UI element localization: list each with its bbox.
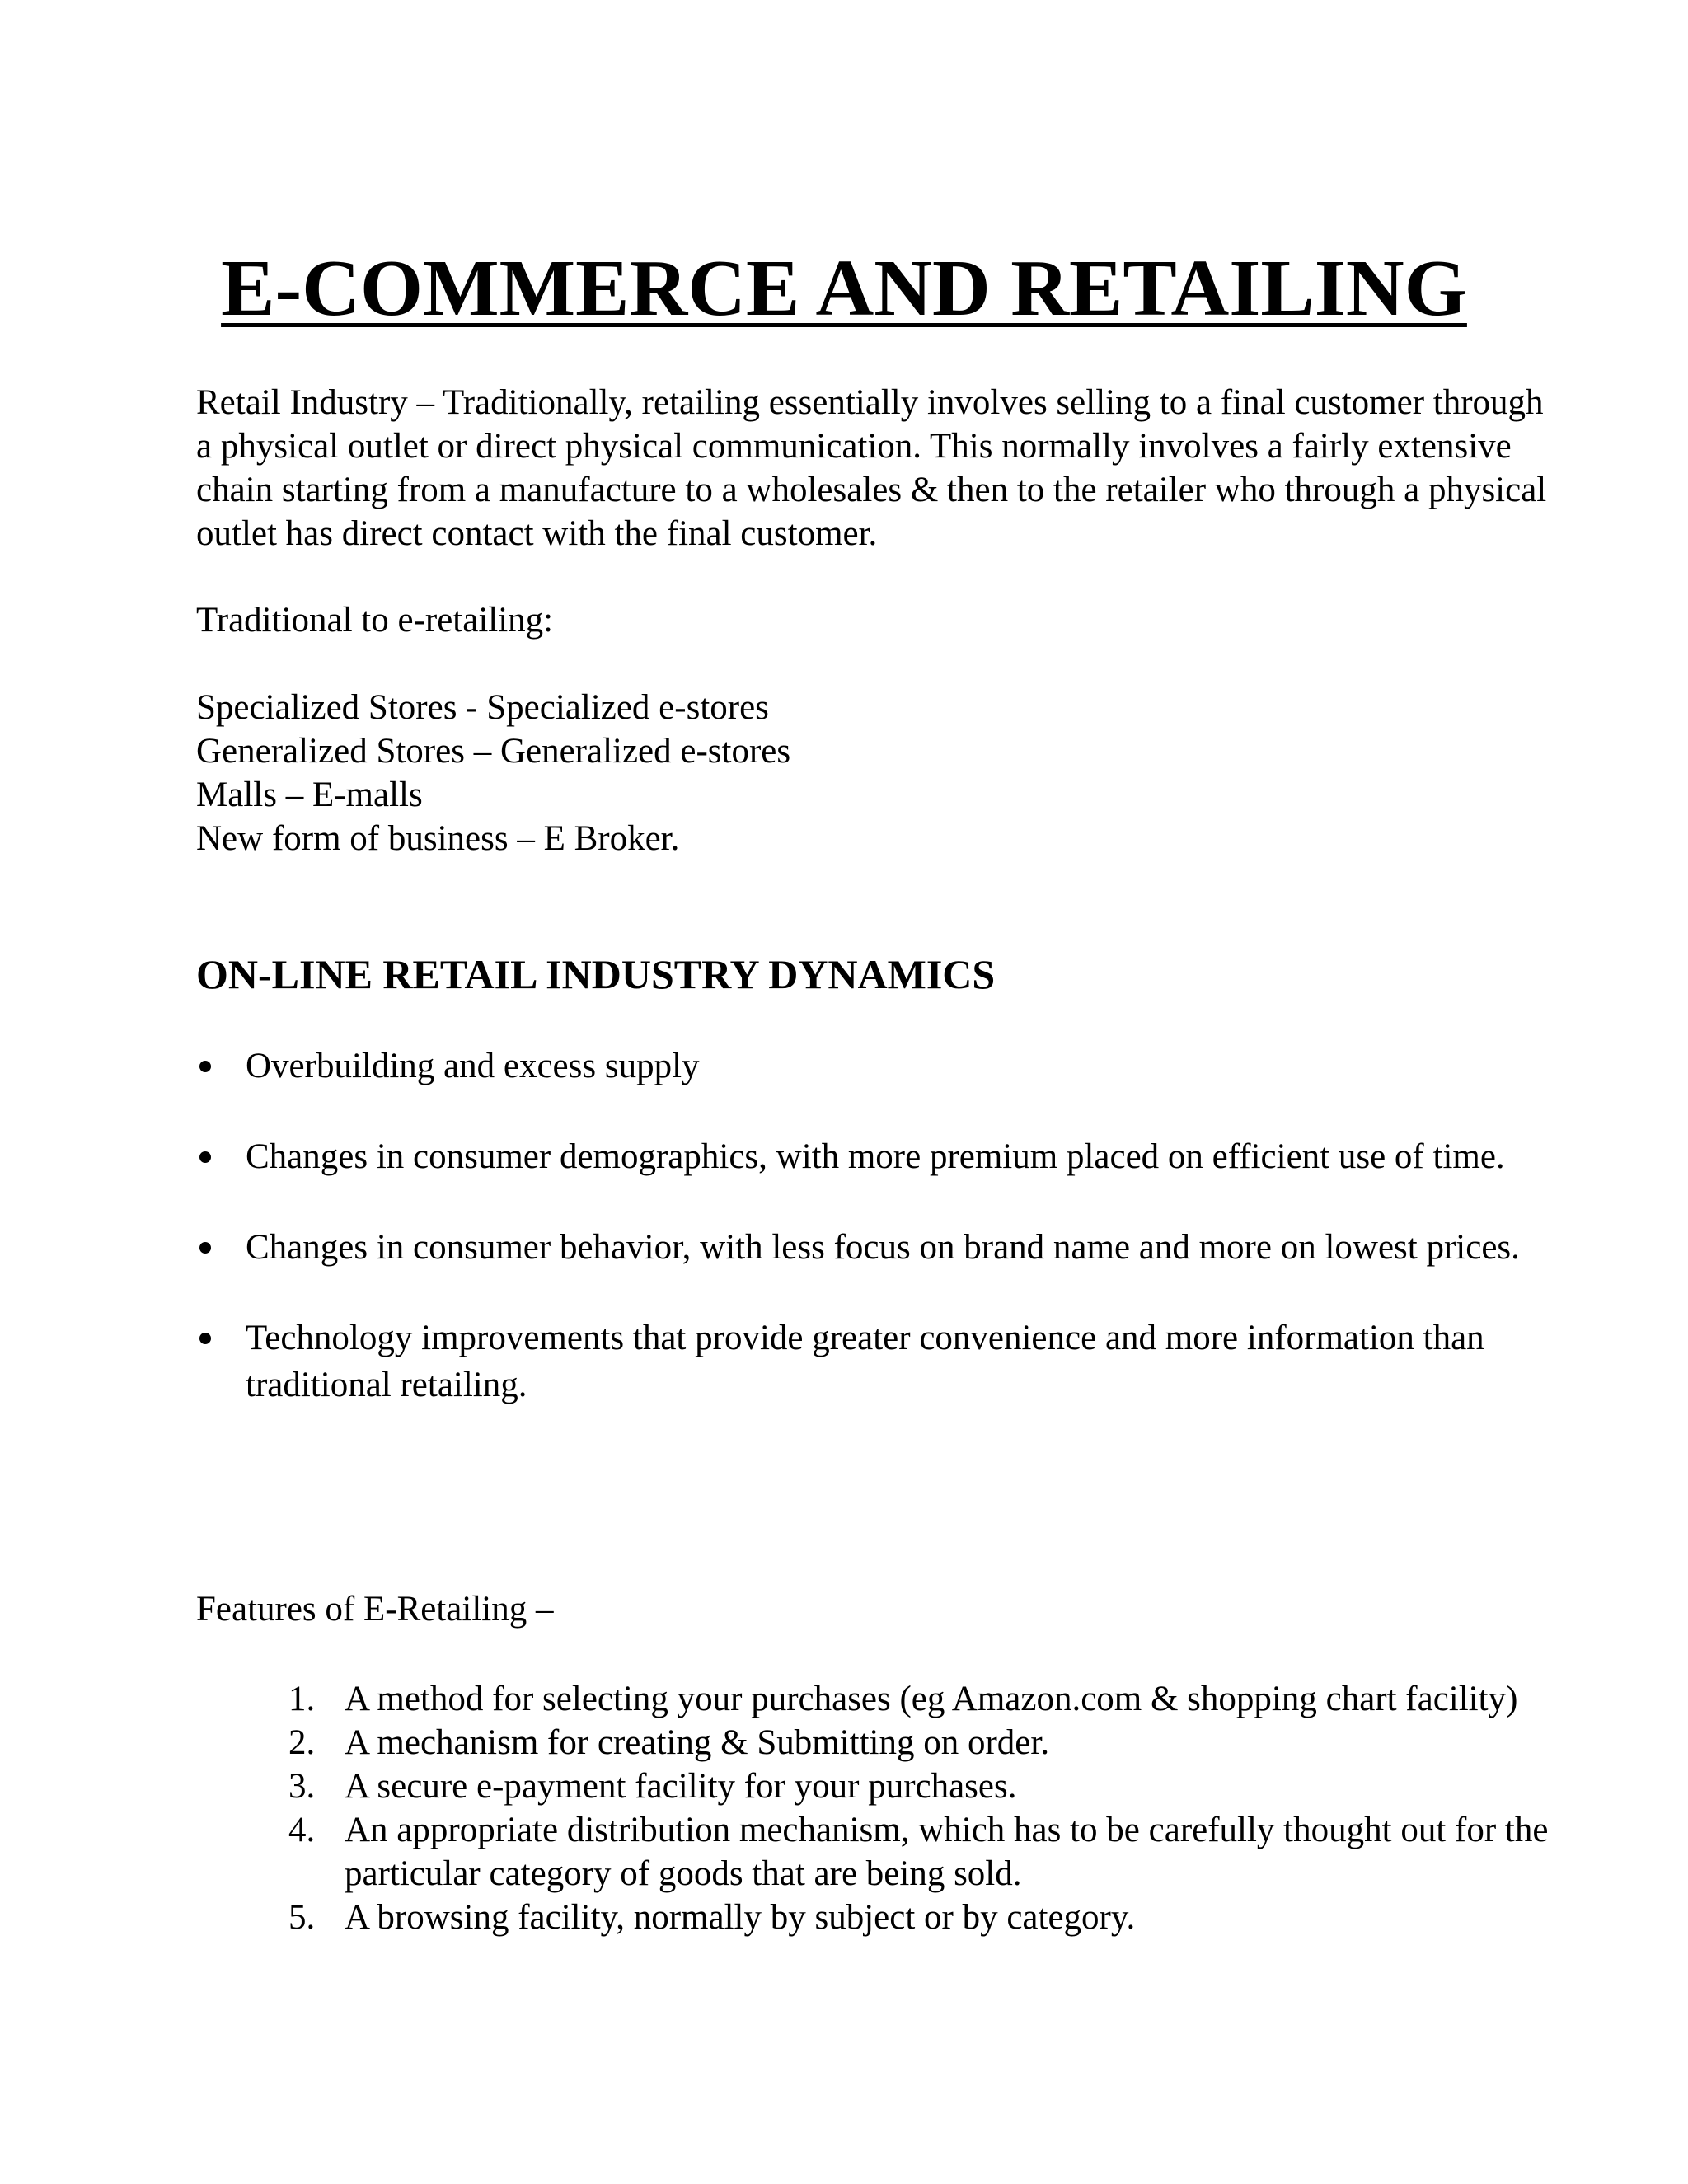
- list-item-text: A browsing facility, normally by subject or by category.: [345, 1898, 1136, 1937]
- bullet-icon: [199, 1061, 211, 1072]
- list-item-text: An appropriate distribution mechanism, which has to be carefully thought out for the particular category of goods that are being sold.: [345, 1811, 1549, 1893]
- list-number: 3.: [288, 1767, 316, 1806]
- dynamics-list: [196, 1043, 1548, 1452]
- list-item: [196, 1224, 1548, 1271]
- page-title: E-COMMERCE AND RETAILING: [221, 244, 1467, 333]
- list-item: [196, 1043, 1548, 1090]
- list-number: 1.: [288, 1680, 316, 1718]
- bullet-icon: [199, 1333, 211, 1344]
- mapping-item: New form of business – E Broker.: [196, 819, 680, 858]
- features-list: [288, 1677, 1550, 1939]
- list-number: 4.: [288, 1811, 316, 1849]
- list-item: [288, 1896, 1550, 1939]
- list-item: [288, 1721, 1550, 1765]
- intro-paragraph: Retail Industry – Traditionally, retailing essentially involves selling to a final customer through a physical outlet or direct physical communication. This normally involves a fairly extensive chain starting from a manufacture to a wholesales & then to the retailer who through a physical outlet has direct contact with the final customer.: [196, 383, 1547, 553]
- list-item: [288, 1808, 1550, 1896]
- list-item-text: A mechanism for creating & Submitting on order.: [345, 1723, 1050, 1762]
- traditional-heading: Traditional to e-retailing:: [196, 601, 554, 640]
- list-number: 2.: [288, 1723, 316, 1762]
- list-item-text: Overbuilding and excess supply: [246, 1047, 700, 1085]
- list-item-text: Changes in consumer behavior, with less focus on brand name and more on lowest prices.: [246, 1228, 1520, 1267]
- list-item-text: A secure e-payment facility for your purchases.: [345, 1767, 1017, 1806]
- bullet-icon: [199, 1242, 211, 1254]
- list-item: [196, 1133, 1548, 1180]
- list-number: 5.: [288, 1898, 316, 1937]
- mapping-item: Specialized Stores - Specialized e-stores: [196, 688, 769, 727]
- list-item-text: A method for selecting your purchases (eg Amazon.com & shopping chart facility): [345, 1680, 1518, 1718]
- bullet-icon: [199, 1151, 211, 1163]
- list-item: [196, 1315, 1548, 1408]
- features-heading: Features of E-Retailing –: [196, 1590, 554, 1629]
- mapping-item: Generalized Stores – Generalized e-stores: [196, 732, 791, 771]
- list-item: [288, 1677, 1550, 1721]
- mapping-list: [196, 686, 1548, 860]
- dynamics-heading: ON-LINE RETAIL INDUSTRY DYNAMICS: [196, 951, 996, 997]
- list-item-text: Technology improvements that provide greater convenience and more information than traditional retailing.: [246, 1319, 1484, 1404]
- list-item-text: Changes in consumer demographics, with more premium placed on efficient use of time.: [246, 1137, 1505, 1176]
- mapping-item: Malls – E-malls: [196, 776, 423, 814]
- list-item: [288, 1765, 1550, 1808]
